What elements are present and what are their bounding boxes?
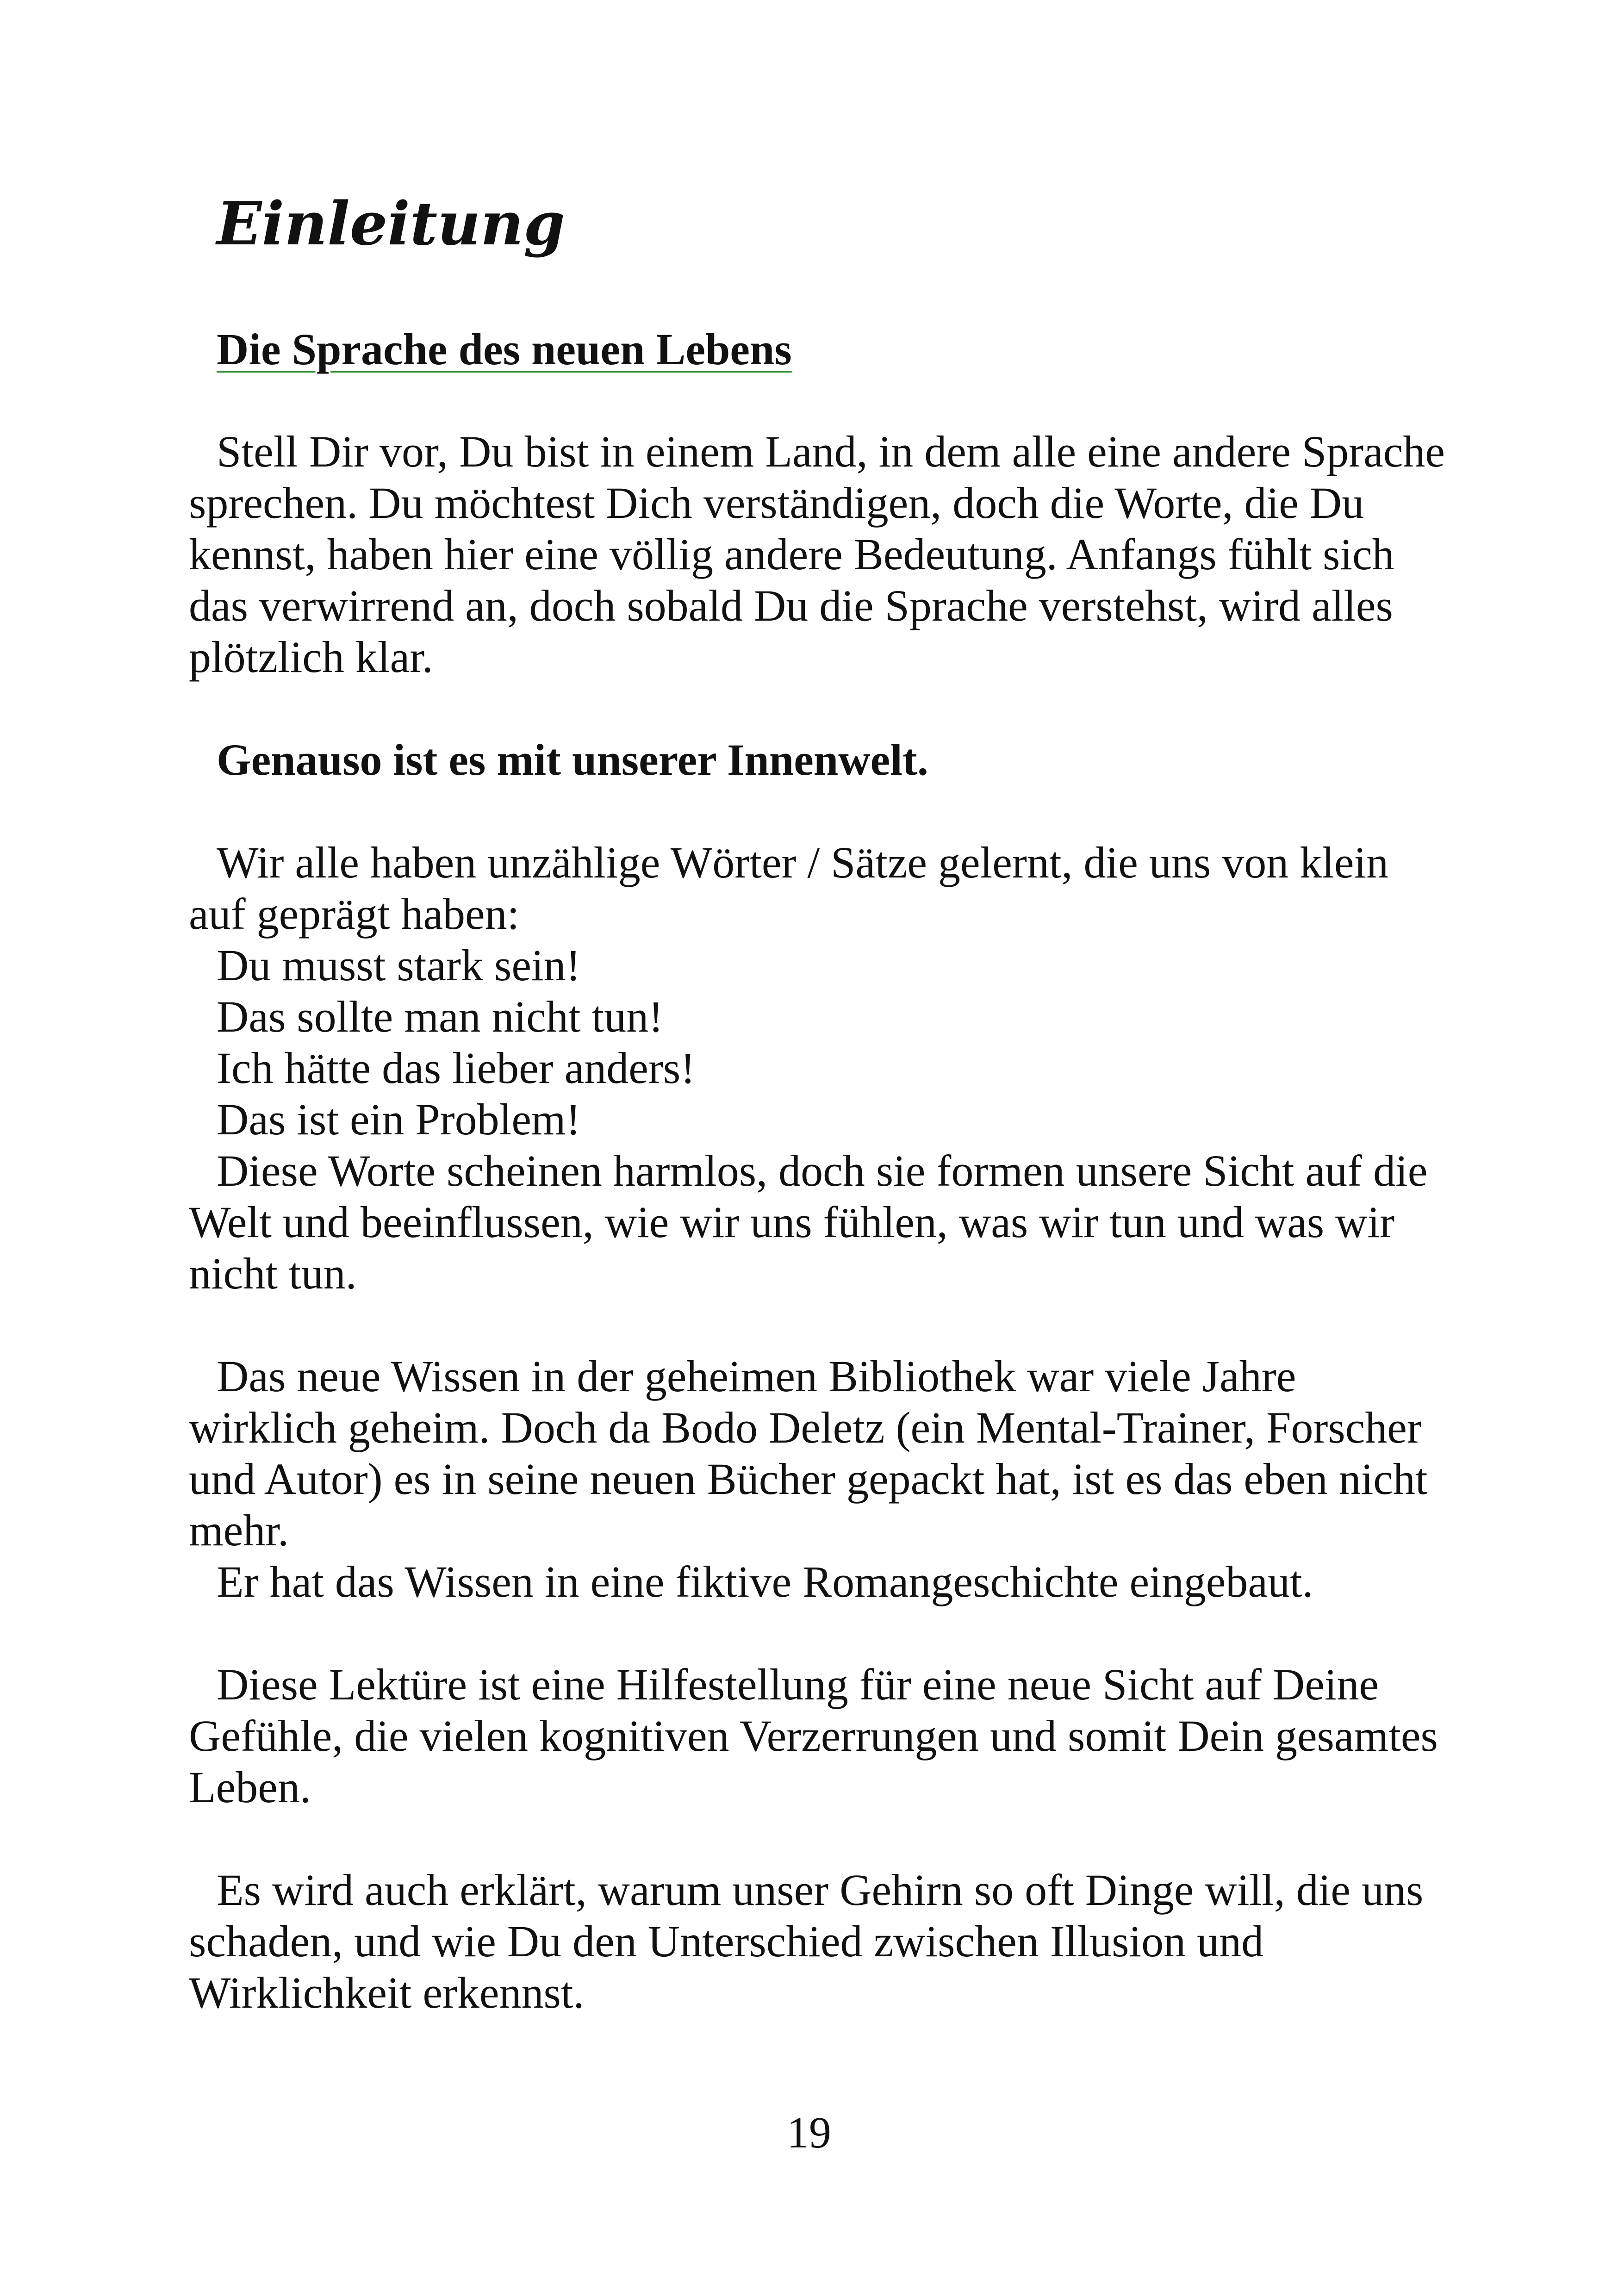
paragraph-novel: Er hat das Wissen in eine fiktive Romangeschichte eingebaut. (217, 1557, 1313, 1606)
example-sentence: Du musst stark sein! (217, 940, 581, 990)
paragraph-harmless: Diese Worte scheinen harmlos, doch sie formen unsere Sicht auf die Welt und beeinflussen, wie wir uns fühlen, was wir tun und was wir nicht tun. (189, 1146, 1428, 1298)
paragraph-brain: Es wird auch erklärt, warum unser Gehirn so oft Dinge will, die uns schaden, und wie Du den Unterschied zwischen Illusion und Wirklichkeit erkennst. (189, 1865, 1424, 2017)
section-heading: Die Sprache des neuen Lebens (217, 324, 792, 374)
example-sentence: Ich hätte das lieber anders! (217, 1043, 696, 1093)
example-sentence: Das ist ein Problem! (217, 1095, 581, 1144)
paragraph-words: Wir alle haben unzählige Wörter / Sätze gelernt, die uns von klein auf geprägt haben: (189, 838, 1389, 939)
body-text (189, 426, 1448, 2018)
example-sentence: Das sollte man nicht tun! (217, 992, 664, 1041)
paragraph-emphasis: Genauso ist es mit unserer Innenwelt. (217, 735, 928, 784)
paragraph-reading: Diese Lektüre ist eine Hilfestellung für eine neue Sicht auf Deine Gefühle, die vielen kognitiven Verzerrungen und somit Dein gesamtes Leben. (189, 1660, 1438, 1812)
paragraph-intro: Stell Dir vor, Du bist in einem Land, in dem alle eine andere Sprache sprechen. Du möchtest Dich verständigen, doch die Worte, die Du kennst, haben hier eine völlig andere Bedeutung. Anfangs fühlt sich das verwirrend an, doch sobald Du die Sprache verstehst, wird alles plötzlich klar. (189, 427, 1445, 682)
paragraph-knowledge: Das neue Wissen in der geheimen Bibliothek war viele Jahre wirklich geheim. Doch da Bodo Deletz (ein Mental-Trainer, Forscher und Autor) es in seine neuen Bücher gepackt hat, ist es das eben nicht mehr. (189, 1351, 1428, 1555)
page-number: 19 (787, 2108, 831, 2157)
chapter-title: Einleitung (217, 189, 565, 259)
